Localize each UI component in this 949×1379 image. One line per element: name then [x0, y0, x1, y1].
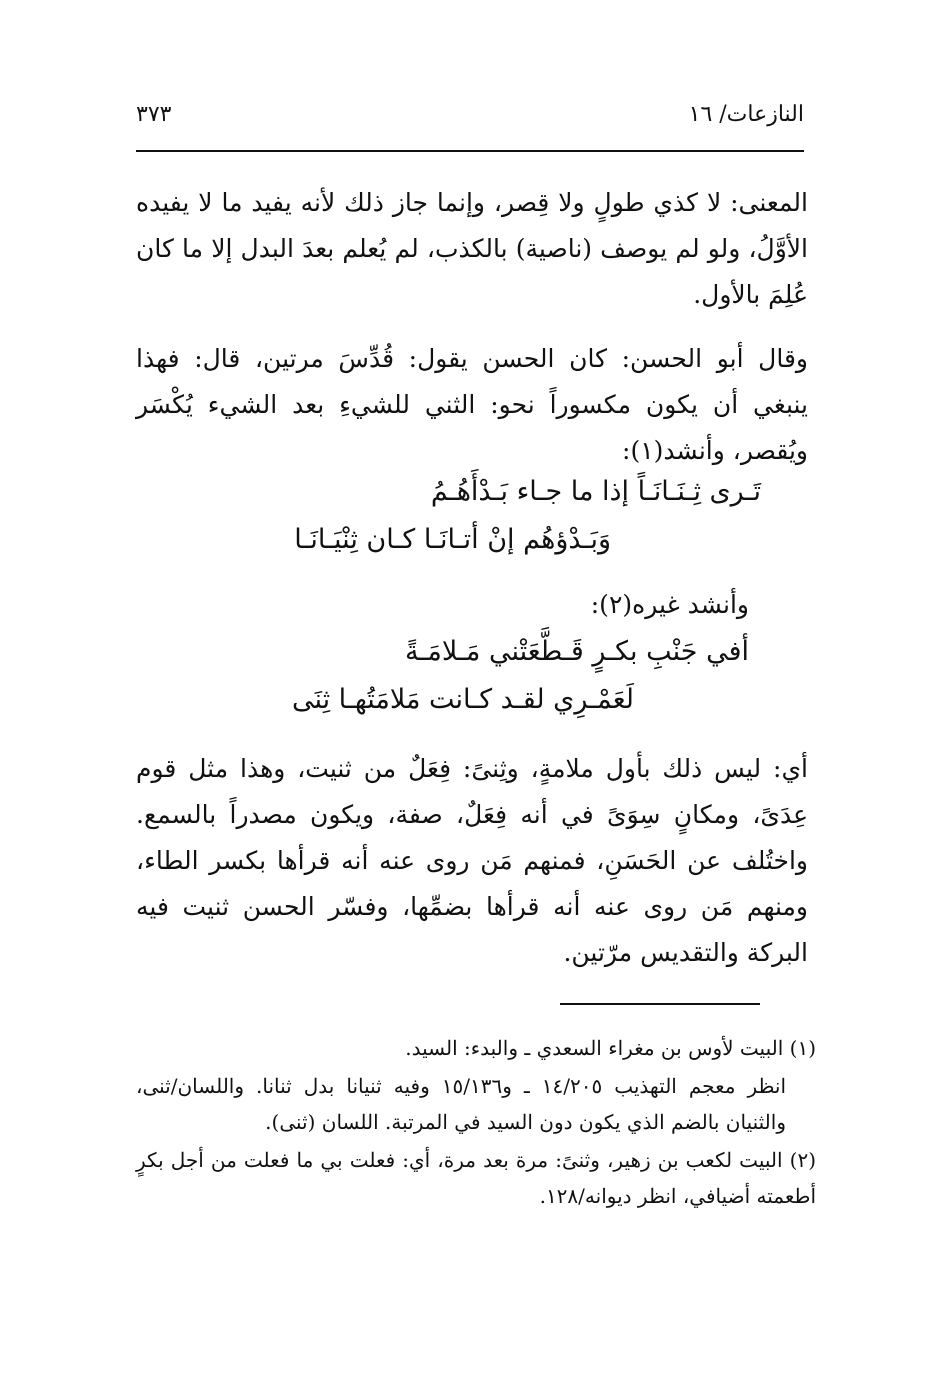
paragraph-explanation: أي: ليس ذلك بأول ملامةٍ، وثِنىً: فِعَلٌ من ثنيت، وهذا مثل قوم عِدَىً، ومكانٍ سِوَىً في أنه فِعَلٌ، صفة، ويكون مصدراً بالسمع. واختُلف عن الحَسَنِ، فمنهم مَن روى عنه أنه قرأها بكسر الطاء، ومنهم مَن روى عنه أنه قرأها بضمِّها، وفسّر الحسن ثنيت فيه البركة والتقديس مرّتين. [136, 754, 808, 967]
paragraph-abu-al-hasan: وقال أبو الحسن: كان الحسن يقول: قُدِّسَ مرتين، قال: فهذا ينبغي أن يكون مكسوراً نحو: الثني للشيءِ بعد الشيء يُكْسَر ويُقصر، وأنشد(١): [136, 344, 808, 465]
footnote-divider [560, 1003, 760, 1005]
surah-reference: النازعات/ ١٦ [688, 102, 804, 127]
page-header [136, 102, 804, 142]
footnote-1: (١) البيت لأوس بن مغراء السعدي ـ والبدء: السيد. [405, 1036, 816, 1060]
footnotes [136, 1030, 816, 1216]
paragraph-meaning: المعنى: لا كذي طولٍ ولا قِصر، وإنما جاز ذلك لأنه يفيد ما لا يفيده الأوَّلُ، ولو لم يوصف (ناصية) بالكذب، لم يُعلم بعدَ البدل إلا ما كان عُلِمَ بالأول. [136, 188, 808, 309]
verse-2-second-hemistich: لَعَمْـرِي لقـد كـانت مَلامَتُهـا ثِنَى [291, 684, 634, 715]
verse-1-first-hemistich: تَـرى ثِـنَـانَـاً إذا ما جـاء بَـدْأَهُـمُ [430, 476, 761, 507]
footnote-1-continuation: انظر معجم التهذيب ١٤/٢٠٥ ـ و١٥/١٣٦ وفيه ثنيانا بدل ثنانا. واللسان/ثنى، والثنيان بالضم الذي يكون دون السيد في المرتبة. اللسان (ثنى). [136, 1074, 787, 1134]
verse-2-first-hemistich: أفي جَنْبِ بكـرٍ قَـطَّعَتْني مَـلامَـةً [405, 636, 749, 667]
verse-2-intro: وأنشد غيره(٢): [590, 590, 749, 619]
header-divider [136, 150, 804, 152]
page-number: ٣٧٣ [136, 102, 172, 127]
footnote-2: (٢) البيت لكعب بن زهير، وثنىً: مرة بعد مرة، أي: فعلت بي ما فعلت من أجل بكرٍ أطعمته أضيافي، انظر ديوانه/١٢٨. [136, 1148, 816, 1208]
verse-1-second-hemistich: وَبَـدْؤهُم إنْ أتـانَـا كـان ثِنْيَـانَـا [294, 524, 611, 555]
